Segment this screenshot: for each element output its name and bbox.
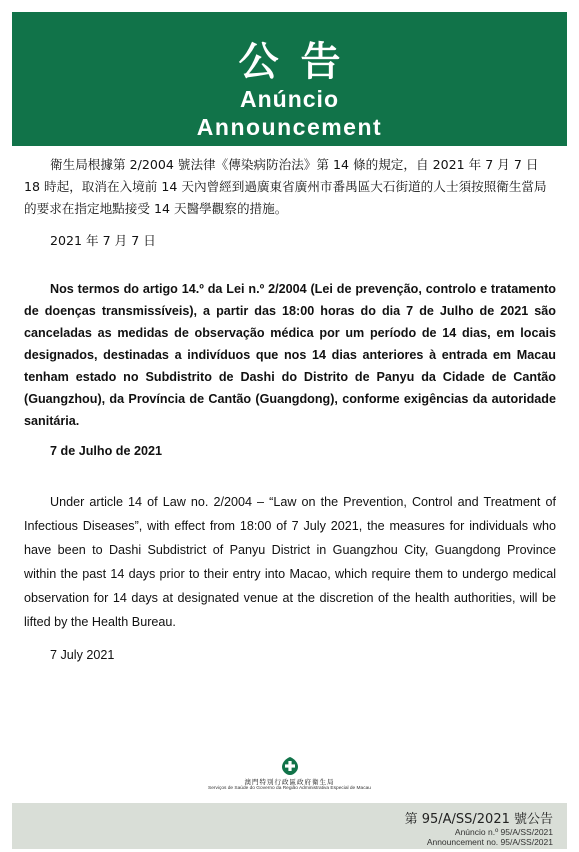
- reference-chinese: 第 95/A/SS/2021 號公告: [404, 812, 553, 827]
- logo-name-chinese: 澳門特別行政區政府衛生局: [244, 778, 335, 786]
- title-portuguese: Anúncio: [240, 86, 339, 112]
- reference-portuguese: Anúncio n.º 95/A/SS/2021: [454, 827, 553, 837]
- english-date: 7 July 2021: [50, 648, 115, 662]
- reference-english: Announcement no. 95/A/SS/2021: [426, 837, 553, 847]
- logo-name-portuguese: Serviços de Saúde do Governo da Região Administrativa Especial de Macau: [208, 786, 371, 791]
- health-bureau-logo: [0, 756, 579, 802]
- announcement-footer: [12, 803, 567, 849]
- title-chinese: 公告: [238, 39, 363, 85]
- english-paragraph: Under article 14 of Law no. 2/2004 – “Law on the Prevention, Control and Treatment of Infectious Diseases”, with effect from 18:00 of 7 July 2021, the measures for individuals who have been to Dashi Subdistrict of Panyu District in Guangzhou City, Guangdong Province within the past 14 days prior to their entry into Macao, which require them to undergo medical observation for 14 days at designated venue at the discretion of the health authorities, will be lifted by the Health Bureau.: [24, 495, 556, 629]
- health-bureau-emblem-icon: [280, 756, 300, 776]
- announcement-body: [24, 154, 556, 662]
- chinese-paragraph: 衛生局根據第 2/2004 號法律《傳染病防治法》第 14 條的規定，自 2021 年 7 月 7 日 18 時起，取消在入境前 14 天內曾經到過廣東省廣州市番禺區大石街道的人士須按照衛生當局的要求在指定地點接受 14 天醫學觀察的措施。: [24, 157, 547, 216]
- announcement-header: [12, 12, 567, 146]
- portuguese-date: 7 de Julho de 2021: [50, 444, 162, 458]
- portuguese-paragraph: Nos termos do artigo 14.º da Lei n.º 2/2004 (Lei de prevenção, controlo e tratamento de doenças transmissíveis), a partir das 18:00 horas do dia 7 de Julho de 2021 são canceladas as medidas de observação médica por um período de 14 dias, em locais designados, destinadas a indivíduos que nos 14 dias anteriores à entrada em Macau tenham estado no Subdistrito de Dashi do Distrito de Panyu da Cidade de Cantão (Guangzhou), da Província de Cantão (Guangdong), conforme exigências da autoridade sanitária.: [24, 282, 556, 428]
- title-english: Announcement: [196, 114, 383, 140]
- chinese-date: 2021 年 7 月 7 日: [50, 233, 156, 248]
